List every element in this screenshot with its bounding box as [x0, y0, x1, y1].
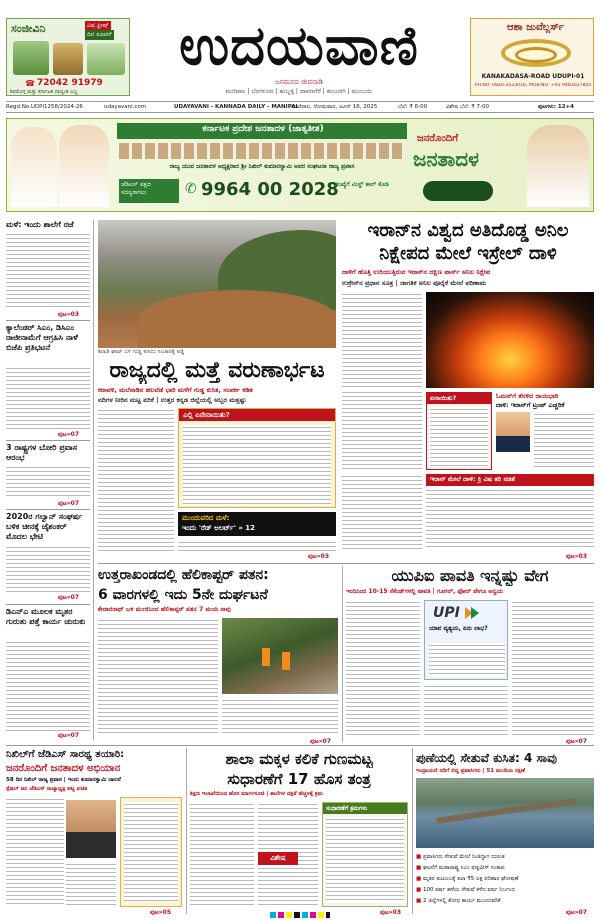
schools-sub: ಶಿಕ್ಷಣ ಇಲಾಖೆಯಿಂದ ಹೊಸ ಮಾರ್ಗಸೂಚಿ | ಶಾಲೆಗಳ ದಕ್ಷತೆ ಹೆಚ್ಚಳಕ್ಕೆ ಕ್ರಮ — [190, 791, 323, 797]
lead-body-col-1 — [98, 408, 174, 552]
lead-cont[interactable]: ಪುಟ»03 — [308, 553, 330, 560]
left-ad-address: ಶಿವಮೊಗ್ಗ ಮತ್ತು ಕರ್ನಾಟಕ ದಾದ್ಯಂತ ಲಭ್ಯ — [10, 89, 78, 95]
upi-logo: UPI — [433, 605, 460, 621]
left-ad-product-image-3 — [87, 43, 125, 75]
banner-cta: ಜೆಡಿಎಸ್ ಪಕ್ಷದ ಸದಸ್ಯರಾಗಲು — [119, 179, 179, 203]
lead-body-col-3 — [178, 540, 336, 552]
col-divider — [342, 566, 343, 742]
pune-title: ಪುಣೆಯಲ್ಲಿ ಸೇತುವೆ ಕುಸಿತ: 4 ಸಾವು — [416, 751, 557, 765]
left-item-1-title: ಮಳೆ: ಇಂದು ಶಾಲೆಗೆ ರಜೆ — [6, 220, 74, 229]
landslide-shape — [138, 290, 336, 348]
masthead-title: ಉದಯವಾಣಿ — [179, 13, 419, 77]
left-item-5-cont[interactable]: ಪುಟ»07 — [58, 732, 80, 739]
pune-bridge-shape — [436, 798, 575, 823]
divider — [6, 509, 90, 510]
upi-body-2 — [424, 684, 508, 736]
iran-bar-body — [426, 488, 594, 550]
schools-title-1: ಶಾಲಾ ಮಕ್ಕಳ ಕಲಿಕೆ ಗುಣಮಟ್ಟ — [225, 750, 373, 768]
left-item-2-body — [6, 366, 90, 430]
nikhil-quote-box — [120, 797, 182, 907]
upi-logo-box — [424, 600, 508, 680]
left-item-2-cont[interactable]: ಪುಟ»07 — [58, 431, 80, 438]
leader-photo-3 — [527, 125, 589, 207]
banner-phone: 9964 00 2028 — [201, 179, 339, 200]
issue-date: ಮಣಿಪಾಲ, ಸೋಮವಾರ, ಜೂನ್ 16, 2025 — [292, 104, 378, 110]
pune-bullet — [416, 885, 594, 896]
upi-body-1 — [346, 600, 420, 736]
lead-subtitle-1: ಕರಾವಳಿ, ಮಲೆನಾಡಿನ ಹಲವೆಡೆ ಭಾರಿ ಮಳೆಗೆ ಗುಡ್ಡ ಕುಸಿತ, ಸಂಪರ್ಕ ಕಡಿತ — [98, 386, 253, 394]
schools-cont[interactable]: ಪುಟ»03 — [380, 909, 402, 916]
monsoon-text: ಇಂದು 'ರೆಡ್ ಅಲರ್ಟ್' » 12 — [182, 524, 256, 532]
iran-box-2-sub: ದಾಳಿ: ಇರಾನ್‌ಗೆ ಟ್ರಂಪ್ ಎಚ್ಚರಿಕೆ — [496, 401, 565, 409]
banner-slogan-1: ಜನರೊಂದಿಗೆ — [417, 133, 459, 144]
page-count: ಪುಟಗಳು: 12+4 — [538, 104, 574, 110]
color-registration-marks — [270, 912, 330, 918]
upi-title: ಯುಪಿಐ ಪಾವತಿ ಇನ್ನಷ್ಟು ವೇಗ — [391, 566, 549, 585]
left-item-5-body — [6, 640, 90, 732]
bullet-icon: ■ — [416, 898, 423, 904]
trump-photo — [496, 412, 530, 452]
left-ad-tag1: ವಿಷ ಫ್ರೀಷ್ — [87, 22, 109, 29]
iran-body-col-2 — [342, 390, 422, 470]
left-item-3-cont[interactable]: ಪುಟ»07 — [58, 500, 80, 507]
schools-box-body — [326, 817, 404, 903]
banner-subtitle: ರಾಜ್ಯ ಯುವ ಜನತಾದಳ ಅಧ್ಯಕ್ಷರಾದ ಶ್ರೀ ನಿಖಿಲ್ ಕುಮಾರಸ್ವಾಮಿ ಅವರ ಸಂಘಟನಾ ರಾಜ್ಯ ಪ್ರವಾಸ — [169, 163, 355, 170]
jewellery-image-2 — [515, 47, 557, 63]
nikhil-title: ನಿಖಿಲ್‌ಗೆ ಜೆಡಿಎಸ್ ಸಾರಥ್ಯ ತಯಾರಿ: — [6, 749, 125, 760]
iran-box-2-title: ಓಮನ್‌ಗೆ ತೆರಳಿದ ರಾಯಭಾರಿ — [496, 392, 559, 400]
left-item-4-title: 2020ರ ಗಲ್ವಾನ್ ಸಂಘರ್ಷ ಬಳಿಕ ಚೀನಕ್ಕೆ ಜೈಶಂಕರ್ ಮೊದಲ ಭೇಟಿ — [6, 512, 83, 541]
upi-box-title: ಯಾವ ವ್ಯತ್ಯಯ, ಏನು ಲಾಭ? — [429, 625, 488, 632]
left-ad-tag2: ದಿನ ಸೂಪರ್ — [87, 31, 113, 38]
uttarakhand-body — [98, 618, 218, 736]
col-divider — [412, 748, 413, 914]
leaders-photo-strip — [119, 143, 405, 159]
iran-title-1: ಇರಾನ್‌ನ ವಿಶ್ವದ ಅತಿದೊಡ್ಡ ಅನಿಲ — [367, 220, 569, 241]
pune-bullet-text: 100 ವರ್ಷ ಹಳೆಯ ಸೇತುವೆ ಕಳೆದ ವರ್ಷ ನಿರ್ಬಂಧ — [422, 887, 515, 893]
uttarakhand-sub: ಕೇದಾರನಾಥ್ ಬಳಿ ಮಂಜಿನಿಂದ ಹೆಲಿಕಾಪ್ಟರ್ ಪತನ 7 ಮಂದಿ ಸಾವು — [98, 606, 231, 613]
left-ad-phone: 72042 91979 — [37, 78, 103, 88]
monsoon-box — [178, 512, 336, 536]
iran-bar-text: ಇರಾನ್ ಮೇಲೆ ದಾಳಿ: ಕ್ರಿ ವಿಷ ತರಿ ನಡತೆ — [430, 475, 515, 483]
iran-box-1 — [426, 392, 492, 470]
left-item-4-body — [6, 545, 90, 593]
lead-info-box-body — [183, 425, 331, 505]
pune-bullet-text: 2 ಜಿಲ್ಲೆಗಳಲ್ಲಿ ಶೋಧ ಕಾರ್ಯ ಮುಂದುವರಿಕೆ — [422, 898, 501, 904]
lead-photo-caption: ಶಿರಾಡಿ ಘಾಟ್ ಬಳಿ ಗುಡ್ಡ ಕುಸಿದು ಸಂಚಾರಕ್ಕೆ ಅಡ್ಡಿ — [98, 349, 185, 355]
pune-bullet-text: ಮೃತರ ಕುಟುಂಬಕ್ಕೆ ತಲಾ ₹5 ಲಕ್ಷ ಪರಿಹಾರ ಘೋಷಣೆ — [422, 876, 519, 882]
left-item-2-title: ಕ್ಯಾಲೆಂಡರ್ ಸಿಎಂ, ಡಿಸಿಎಂ ರಾಜೀನಾಮೆಗೆ ಆಗ್ರಹಿಸಿ ನಾಳೆ ಬಿಜೆಪಿ ಪ್ರತಿಭಟನೆ — [6, 323, 78, 352]
upi-cont[interactable]: ಪುಟ»07 — [566, 738, 588, 745]
leader-photo-2 — [59, 125, 109, 207]
bullet-icon: ■ — [416, 854, 423, 860]
dateline-strip — [6, 101, 594, 113]
banner-title: ಕರ್ನಾಟಕ ಪ್ರದೇಶ ಜನತಾದಳ (ಜಾತ್ಯತೀತ) — [202, 124, 324, 134]
phone-icon: ☎ — [25, 79, 35, 88]
uttarakhand-cont[interactable]: ಪುಟ»07 — [310, 738, 332, 745]
divider — [6, 604, 90, 605]
party-logo — [423, 181, 493, 201]
right-ad-brand: ಆಶಾ ಜುವೆಲ್ಲರ್ಸ್ — [507, 22, 564, 33]
banner-ad[interactable] — [6, 118, 594, 212]
uttarakhand-kicker: ಉತ್ತರಾಖಂಡದಲ್ಲಿ ಹೆಲಿಕಾಪ್ಟರ್ ಪತನ: — [98, 567, 269, 583]
divider — [6, 320, 90, 321]
rescue-photo — [222, 618, 338, 694]
section-rule — [98, 563, 594, 564]
lead-info-box — [178, 408, 336, 508]
right-ad-phone: PH.NO. 0820-2523016, MOB.NO. +91 9483027850 — [474, 83, 592, 88]
pune-bullet-text: ಘಟನೆಗೆ ಮಹಾರಾಷ್ಟ್ರ ಸಿಎಂ ಫಡ್ನವೀಸ್ ಸಂತಾಪ — [422, 865, 505, 871]
nikhil-title-2: ಜನರೊಂದಿಗೆ ಜನತಾದಳ ಅಭಿಯಾನ — [6, 763, 121, 774]
pune-sub: ಇಂದ್ರಾಯಣಿ ನದಿಗೆ ಬಿದ್ದ ಪ್ರವಾಸಿಗರು | 51 ಮಂದಿಯ ರಕ್ಷಣೆ — [416, 768, 525, 774]
bullet-icon: ■ — [416, 876, 423, 882]
iran-box-1-body — [430, 407, 488, 467]
iran-sub-2: ಉಕ್ರೇನ್‌ನ ಪ್ರಧಾನ ಸೂತ್ರ | ಜಾಗತಿಕ ಅನಿಲ ಪೂರೈಕೆ ಮೇಲೆ ಪರಿಣಾಮ — [342, 279, 487, 287]
masthead-editions: ಮಣಿಪಾಲ | ಬೆಂಗಳೂರು | ಹುಬ್ಬಳ್ಳಿ | ದಾವಣಗೆರೆ | ಕಲಬುರಗಿ | ಮುಂಬಯಿ — [225, 88, 373, 95]
pune-bullet — [416, 896, 594, 907]
special-price: ವಿಶೇಷ ಬೆಲೆ: ₹ 7-00 — [446, 104, 489, 110]
iran-box-1-title: ಏನಾಯಿತು? — [427, 393, 491, 404]
iran-body-col-3 — [342, 474, 422, 550]
pune-bullet — [416, 874, 594, 885]
price: ಬೆಲೆ: ₹ 6-00 — [398, 104, 428, 110]
nikhil-quote-body — [124, 802, 178, 902]
left-ad[interactable] — [6, 18, 130, 96]
leader-photo-1 — [11, 127, 57, 207]
uttarakhand-title: 6 ವಾರಗಳಲ್ಲಿ ಇದು 5ನೇ ದುರ್ಘಟನೆ — [98, 587, 268, 603]
iran-bar — [426, 474, 594, 486]
iran-sub-1: ದಾಳಿಗೆ ಹೊತ್ತಿ ಉರಿಯುತ್ತಿರುವ ಇರಾನ್‌ನ ದಕ್ಷಿಣ ಪಾರ್ಸ್ ಅನಿಲ ನಿಕ್ಷೇಪ — [342, 268, 491, 276]
schools-body-1 — [190, 802, 254, 907]
banner-slogan-2: ಜನತಾದಳ — [413, 147, 479, 171]
upi-sub: ಇಂದಿನಿಂದ 10-15 ಸೆಕೆಂಡ್‌ಗಳಲ್ಲಿ ಪಾವತಿ | ಗೂಗಲ್, ಫೋನ್ ಪೇಗೂ ಅನ್ವಯ — [346, 588, 504, 595]
divider — [6, 440, 90, 441]
pune-bullets — [416, 852, 594, 910]
pune-cont[interactable]: ಪುಟ»07 — [566, 909, 588, 916]
paper-name: UDAYAVANI - KANNADA DAILY - MANIPAL — [174, 104, 299, 110]
pune-bullet-text: ಪ್ರವಾಸಿಗರು ಸೇತುವೆ ಮೇಲೆ ನಿಂತಿದ್ದಾಗ ದುರಂತ — [422, 854, 505, 860]
left-item-1-cont[interactable]: ಪುಟ»03 — [58, 311, 80, 318]
left-ad-product-image-2 — [53, 43, 83, 75]
masthead-tagline: ಜನಮನದ ಜೀವನಾಡಿ — [275, 78, 323, 86]
iran-box-2 — [496, 392, 594, 470]
banner-missed-call: ಸಂಖ್ಯೆಗೆ ಮಿಸ್ಡ್ ಕಾಲ್ ಕೊಡಿ — [335, 181, 389, 188]
regd-number: Regd.No.UDPI1258/2024-26 — [6, 104, 83, 110]
upi-body-3 — [512, 600, 594, 736]
lead-title: ರಾಜ್ಯದಲ್ಲಿ ಮತ್ತೆ ವರುಣಾರ್ಭಟ — [109, 358, 325, 383]
nikhil-body-2 — [66, 862, 116, 907]
pune-bullet — [416, 863, 594, 874]
monsoon-label: ಮುಂದುವರಿದ ಮಳೆ: — [182, 514, 230, 522]
nikhil-cont[interactable]: ಪುಟ»05 — [150, 909, 172, 916]
lead-info-box-title: ಎಲ್ಲಿ ಏನೇನಾಯಿತು? — [179, 409, 335, 421]
left-ad-product-image — [13, 41, 49, 75]
right-ad-address: KANAKADASA-ROAD UDUPI-01 — [481, 73, 585, 80]
upi-logo-arrow-2 — [471, 607, 479, 619]
iran-box-2-body — [534, 412, 594, 468]
schools-box-title: ಸುಧಾರಣೆಗೆ ಕ್ರಮಗಳು — [323, 803, 407, 814]
iran-cont[interactable]: ಪುಟ»03 — [566, 553, 588, 560]
nikhil-sub-2: ಸ್ಪೆಷಲ್‌ ಜನ ಜೆಡಿಎಸ್ ರಾಜ್ಯಾಧ್ಯಕ್ಷ ಪಟ್ಟ ಖಚಿತ — [6, 786, 88, 792]
bullet-icon: ■ — [416, 865, 423, 871]
phone-icon: ✆ — [185, 181, 197, 197]
pune-bullet — [416, 852, 594, 863]
right-ad[interactable] — [470, 18, 594, 96]
left-item-1-body — [6, 232, 90, 310]
schools-box — [322, 802, 408, 907]
left-item-5-title: ಡಿಎನ್‌ಎ ಮೂಲಕ ಮೃತರ ಗುರುತು ಪತ್ತೆ ಕಾರ್ಯ ಚುರುಕು — [6, 607, 86, 626]
pune-photo — [416, 778, 594, 848]
schools-special-badge: ವಿಶೇಷ — [258, 852, 298, 865]
lead-photo — [98, 220, 336, 348]
nikhil-body-1 — [6, 797, 64, 907]
rescue-worker-2 — [282, 652, 290, 670]
section-rule — [6, 745, 594, 746]
iran-fire-photo — [426, 292, 594, 388]
nikhil-sub-1: 58 ದಿನ ನಿಖಿಲ್ ರಾಜ್ಯ ಪ್ರವಾಸ | ಇಂದು ಕುಮಾರಸ್ವಾಮಿ ಚಾಲನೆ — [6, 777, 121, 783]
schools-title-2: ಸುಧಾರಣೆಗೆ 17 ಹೊಸ ತಂತ್ರ — [227, 770, 371, 788]
bullet-icon: ■ — [416, 887, 423, 893]
left-item-4-cont[interactable]: ಪುಟ»07 — [58, 594, 80, 601]
lead-subtitle-2: ನದಿಗಳ ನೀರಿನ ಮಟ್ಟ ಏರಿಕೆ | ಉತ್ತರ ಕನ್ನಡ ಜಿಲ್ಲೆಯಲ್ಲಿ ಅಬ್ಬರ ಮತ್ತಷ್ಟು — [98, 396, 247, 404]
uttarakhand-body-2 — [222, 698, 338, 736]
website-link[interactable]: udayavani.com — [104, 104, 147, 110]
upi-box-body — [429, 643, 505, 677]
nikhil-photo — [66, 800, 116, 858]
left-item-3-title: 3 ರಾಷ್ಟ್ರಗಳ ಬೋರಿ ಪ್ರವಾಸ ಆರಂಭ — [6, 443, 78, 462]
left-item-3-body — [6, 465, 90, 499]
left-ad-brand: ಸಂಜೀವಿನಿ — [11, 22, 46, 35]
col-divider — [186, 748, 187, 914]
rescue-worker-1 — [262, 648, 270, 666]
left-col-rule — [93, 220, 94, 740]
iran-title-2: ನಿಕ್ಷೇಪದ ಮೇಲೆ ಇಸ್ರೇಲ್ ದಾಳಿ — [379, 243, 557, 264]
